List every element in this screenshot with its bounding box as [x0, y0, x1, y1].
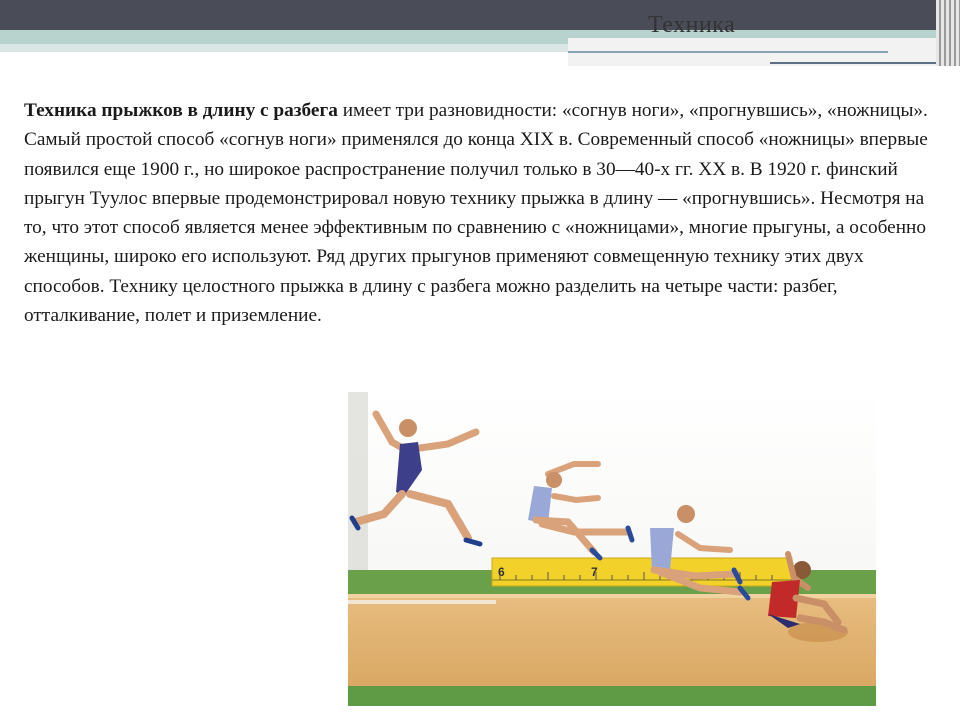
board-mark-7: 7: [591, 565, 598, 579]
lead-bold-text: Техника прыжков в длину с разбега: [24, 100, 338, 121]
body-paragraph: [24, 96, 946, 330]
body-text: имеет три разновидности: «согнув ноги», «прогнувшись», «ножницы». Самый простой способ «согнув ноги» применялся до конца XIX в. Современный способ «ножницы» впервые появился еще 1900 г., но широкое распространение получил только в 30—40-х гг. XX в. В 1920 г. финский прыгун Туулос впервые продемонстрировал новую технику прыжка в длину — «прогнувшись». Несмотря на то, что этот способ является менее эффективным по сравнению с «ножницами», многие прыгуны, а особенно женщины, широко его используют. Ряд других прыгунов применяют совмещенную технику этих двух способов. Технику целостного прыжка в длину с разбега можно разделить на четыре части: разбег, отталкивание, полет и приземление.: [24, 100, 928, 327]
long-jump-illustration: [348, 392, 876, 706]
header-accent-line: [568, 51, 888, 53]
header-stripe-pattern: [936, 0, 960, 66]
header-accent-line-short: [770, 62, 940, 64]
slide-header-decoration: [0, 0, 960, 66]
header-dark-band: [0, 0, 960, 30]
slide-title: Техника: [648, 12, 736, 38]
header-teal-band-light: [0, 44, 568, 52]
board-mark-6: 6: [498, 565, 505, 579]
takeoff-board: [348, 600, 496, 604]
grass-strip-bottom: [348, 686, 876, 706]
measuring-board: [492, 558, 792, 586]
